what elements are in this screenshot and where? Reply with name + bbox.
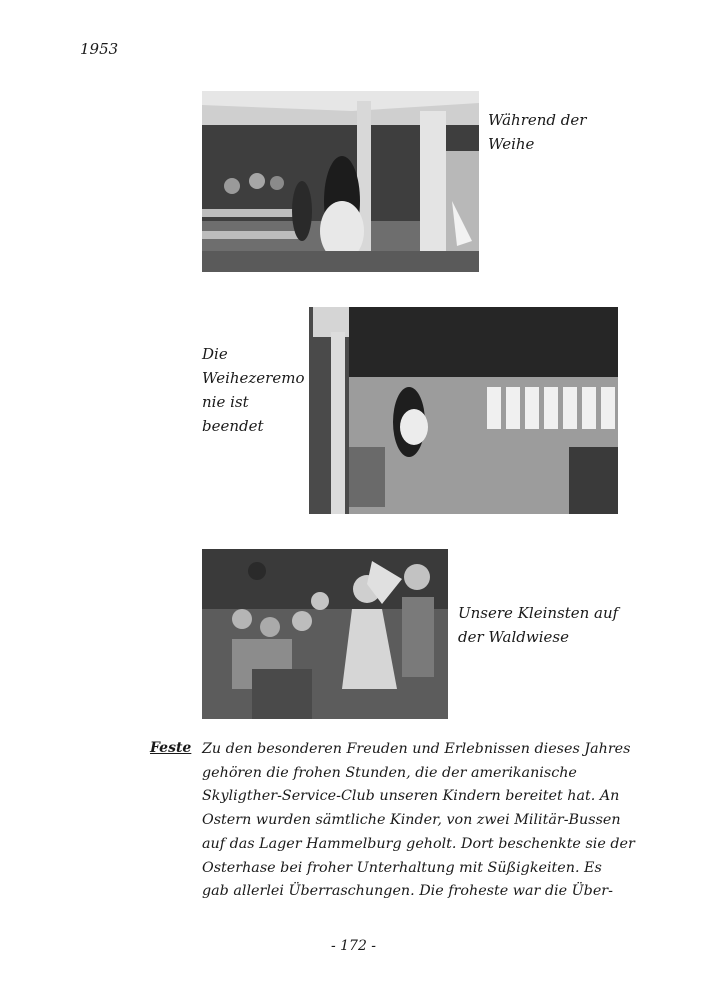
- photo-ceremony-ended: [309, 307, 618, 514]
- body-line: gehören die frohen Stunden, die der amerikanische: [202, 764, 577, 781]
- photo-ceremony-ended-image: [309, 307, 618, 514]
- caption-consecration: Während der Weihe: [488, 111, 587, 153]
- section-heading-feste: Feste: [150, 740, 192, 756]
- photo-little-ones-image: [202, 549, 448, 719]
- photo-little-ones: [202, 549, 448, 719]
- body-line: Ostern wurden sämtliche Kinder, von zwei Militär-Bussen: [202, 812, 621, 829]
- body-line: auf das Lager Hammelburg geholt. Dort beschenkte sie der: [202, 835, 635, 852]
- section-body: [202, 738, 635, 904]
- photo-consecration-image: [202, 91, 479, 272]
- body-line: gab allerlei Überraschungen. Die froheste war die Über-: [202, 883, 613, 900]
- photo-consecration: [202, 91, 479, 272]
- body-line: Skyligther-Service-Club unseren Kindern bereitet hat. An: [202, 788, 620, 805]
- page-number: - 172 -: [330, 938, 377, 954]
- caption-little-ones: Unsere Kleinsten auf der Waldwiese: [458, 604, 619, 646]
- body-line: Osterhase bei froher Unterhaltung mit Süßigkeiten. Es: [202, 859, 602, 876]
- page-year: 1953: [80, 40, 119, 58]
- body-line: Zu den besonderen Freuden und Erlebnissen dieses Jahres: [202, 741, 631, 757]
- caption-ceremony-ended: Die Weihezeremo nie ist beendet: [202, 345, 305, 435]
